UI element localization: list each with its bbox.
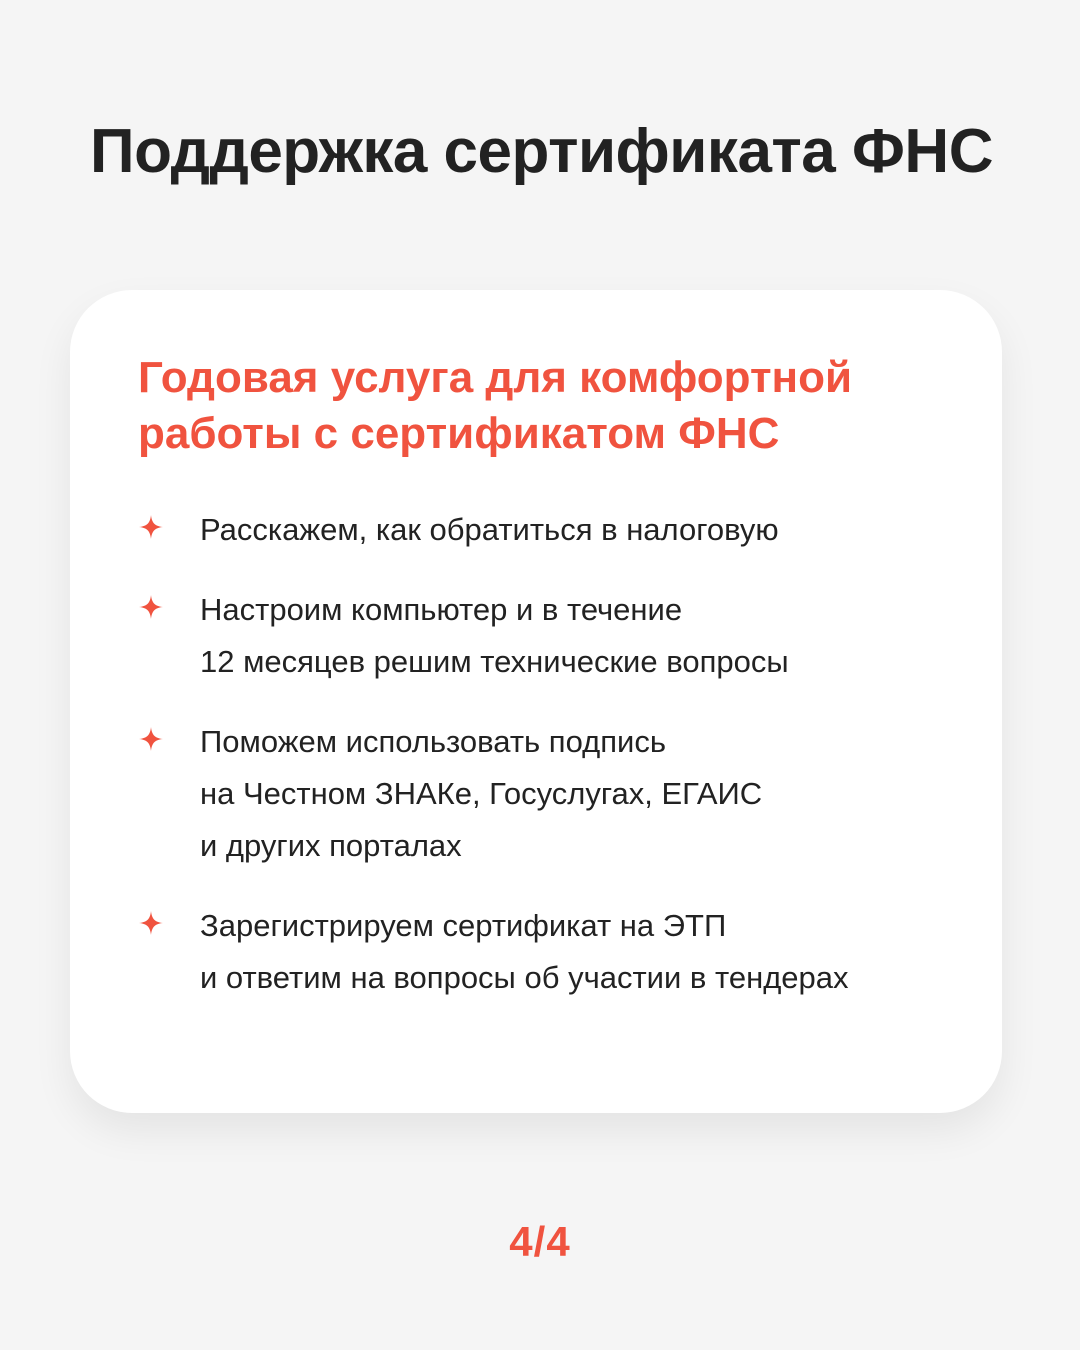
list-item-text [200,504,934,556]
list-item [138,584,934,688]
list-item [138,900,934,1004]
list-item-text [200,716,934,872]
page-counter: 4/4 [509,1218,571,1265]
plus-icon [138,514,164,540]
list-item-line: и других порталах [200,828,462,863]
service-card [70,290,1002,1113]
list-item-line: Зарегистрируем сертификат на ЭТП [200,908,727,943]
card-heading [138,350,934,462]
plus-icon [138,910,164,936]
feature-list [138,504,934,1004]
plus-icon [138,726,164,752]
list-item-line: 12 месяцев решим технические вопросы [200,644,789,679]
list-item-line: Настроим компьютер и в течение [200,592,683,627]
list-item-line: Расскажем, как обратиться в налоговую [200,512,779,547]
list-item-line: на Честном ЗНАКе, Госуслугах, ЕГАИС [200,776,763,811]
card-heading-line: работы с сертификатом ФНС [138,409,780,458]
page-title: Поддержка сертификата ФНС [90,117,993,186]
list-item-line: Поможем использовать подпись [200,724,666,759]
list-item-text [200,900,934,1004]
list-item [138,504,934,556]
list-item [138,716,934,872]
list-item-line: и ответим на вопросы об участии в тендерах [200,960,849,995]
card-heading-line: Годовая услуга для комфортной [138,353,853,402]
plus-icon [138,594,164,620]
list-item-text [200,584,934,688]
